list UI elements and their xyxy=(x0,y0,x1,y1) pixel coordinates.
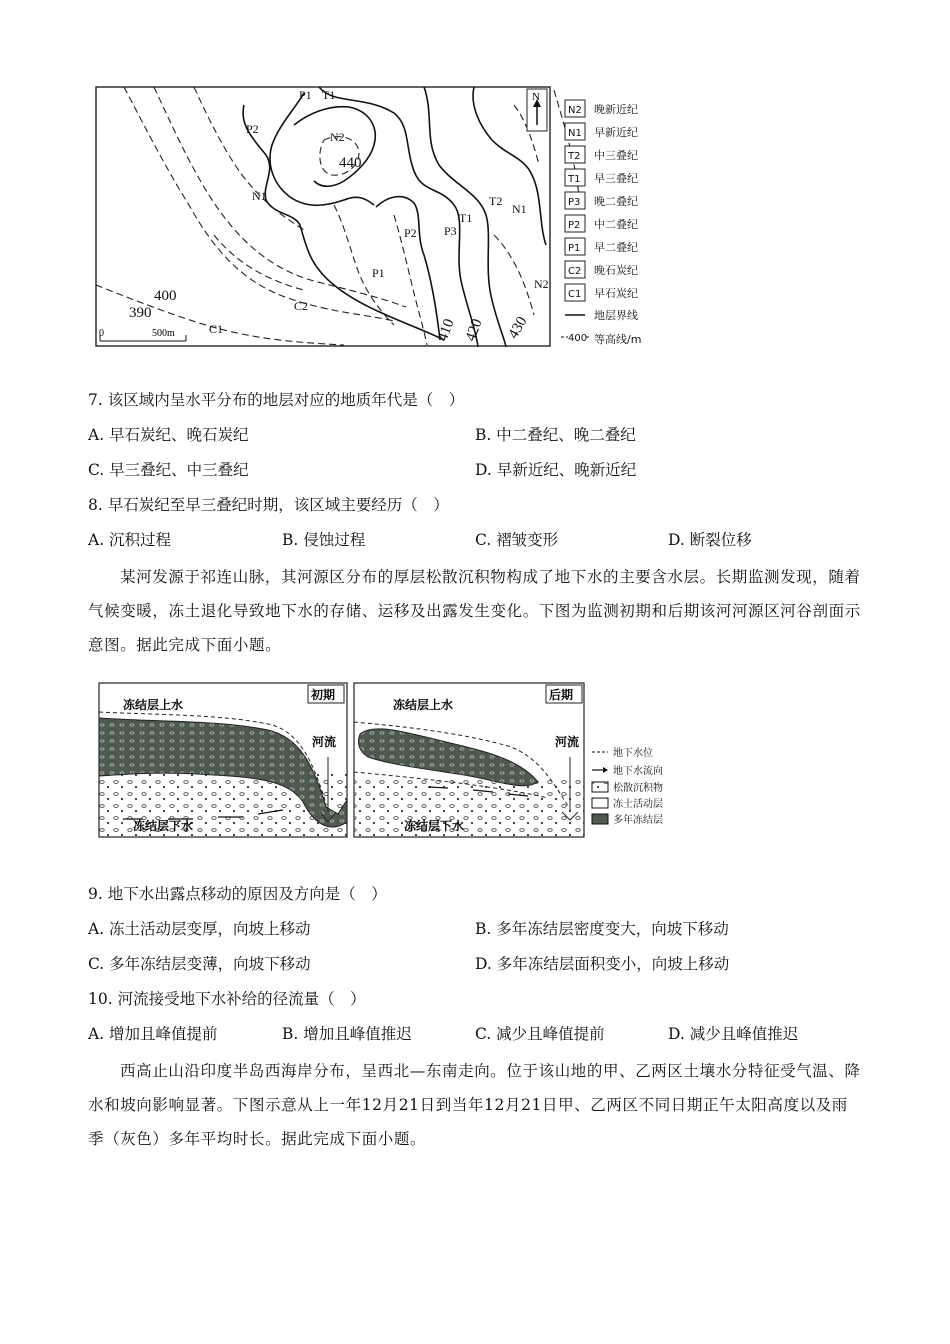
svg-text:400: 400 xyxy=(568,333,588,344)
q9-option-a[interactable]: A. 冻土活动层变厚，向坡上移动 xyxy=(88,920,311,938)
stratum-label: C2 xyxy=(294,299,309,313)
stratum-label: N1 xyxy=(252,189,267,203)
label-subpermafrost-water: 冻结层下水 xyxy=(133,819,194,833)
map-legend xyxy=(561,100,641,346)
svg-text:早石炭纪: 早石炭纪 xyxy=(594,287,638,300)
svg-text:早二叠纪: 早二叠纪 xyxy=(594,241,638,254)
svg-text:中三叠纪: 中三叠纪 xyxy=(594,149,638,162)
stratum-label: N2 xyxy=(534,277,549,291)
legend-item xyxy=(565,238,638,255)
label-suprapermafrost-water: 冻结层上水 xyxy=(393,698,454,712)
contour-label: 430 xyxy=(505,314,531,342)
svg-text:N2: N2 xyxy=(568,105,582,116)
legend-item xyxy=(565,192,638,209)
label-river: 河流 xyxy=(312,735,337,749)
svg-text:晚二叠纪: 晚二叠纪 xyxy=(594,195,638,208)
q10-option-d[interactable]: D. 减少且峰值推迟 xyxy=(668,1025,799,1043)
svg-text:T1: T1 xyxy=(568,174,581,185)
question-9-stem: 9. 地下水出露点移动的原因及方向是（ ） xyxy=(88,885,387,903)
scale-label-end: 500m xyxy=(152,328,175,339)
q8-option-c[interactable]: C. 褶皱变形 xyxy=(475,531,559,549)
svg-text:中二叠纪: 中二叠纪 xyxy=(594,218,638,231)
panel-tag: 初期 xyxy=(311,688,336,702)
svg-text:等高线/m: 等高线/m xyxy=(594,333,642,346)
q10-option-c[interactable]: C. 减少且峰值提前 xyxy=(475,1025,605,1043)
svg-text:T2: T2 xyxy=(568,151,581,162)
question-7-stem: 7. 该区域内呈水平分布的地层对应的地质年代是（ ） xyxy=(88,391,465,409)
stratum-label: P2 xyxy=(404,226,417,240)
svg-text:晚新近纪: 晚新近纪 xyxy=(594,103,638,116)
q7-option-d[interactable]: D. 早新近纪、晚新近纪 xyxy=(475,461,637,479)
contour-label: 390 xyxy=(129,305,152,321)
svg-text:P3: P3 xyxy=(568,197,581,208)
q7-option-a[interactable]: A. 早石炭纪、晚石炭纪 xyxy=(88,426,249,444)
passage-western-ghats: 西高止山沿印度半岛西海岸分布，呈西北—东南走向。位于该山地的甲、乙两区土壤水分特征受气温、降水和坡向影响显著。下图示意从上一年12月21日到当年12月21日甲、乙两区不同日期正午太阳高度以及雨季（灰色）多年平均时长。据此完成下面小题。 xyxy=(88,1062,861,1148)
contour-label: 440 xyxy=(339,155,362,171)
stratum-label: T2 xyxy=(489,194,503,208)
contour-label: 400 xyxy=(154,288,177,304)
q10-option-b[interactable]: B. 增加且峰值推迟 xyxy=(282,1025,412,1043)
svg-text:冻土活动层: 冻土活动层 xyxy=(613,799,663,810)
label-subpermafrost-water: 冻结层下水 xyxy=(404,819,465,833)
svg-text:P1: P1 xyxy=(568,243,581,254)
contour-label: 410 xyxy=(434,316,458,344)
panel-tag: 后期 xyxy=(549,688,574,702)
stratum-label: P1 xyxy=(372,266,385,280)
svg-text:P2: P2 xyxy=(568,220,581,231)
panel-early xyxy=(99,683,347,837)
contour-label: 420 xyxy=(462,316,486,344)
stratum-label: P1 xyxy=(299,88,312,102)
question-10-stem: 10. 河流接受地下水补给的径流量（ ） xyxy=(88,990,366,1008)
stratum-label: T1 xyxy=(322,88,336,102)
legend-item xyxy=(592,797,663,810)
legend-item xyxy=(592,781,663,794)
geologic-map-figure xyxy=(94,85,654,350)
north-arrow-icon xyxy=(527,89,547,131)
stratum-label: T1 xyxy=(459,211,473,225)
svg-text:地下水流向: 地下水流向 xyxy=(613,766,663,777)
panel-late xyxy=(354,683,584,837)
legend-item xyxy=(565,146,638,163)
svg-text:早新近纪: 早新近纪 xyxy=(594,126,638,139)
q7-option-c[interactable]: C. 早三叠纪、中三叠纪 xyxy=(88,461,249,479)
q8-option-b[interactable]: B. 侵蚀过程 xyxy=(282,531,366,549)
legend-item xyxy=(592,764,663,777)
label-suprapermafrost-water: 冻结层上水 xyxy=(123,698,184,712)
stratum-label: N1 xyxy=(512,202,527,216)
legend-item xyxy=(565,169,638,186)
legend-item xyxy=(592,813,663,826)
q7-option-b[interactable]: B. 中二叠纪、晚二叠纪 xyxy=(475,426,636,444)
legend-item xyxy=(565,123,638,140)
svg-text:地层界线: 地层界线 xyxy=(594,309,638,322)
stratum-label: P3 xyxy=(444,224,457,238)
passage-river-permafrost: 某河发源于祁连山脉，其河源区分布的厚层松散沉积物构成了地下水的主要含水层。长期监测发现，随着气候变暖，冻土退化导致地下水的存储、运移及出露发生变化。下图为监测初期和后期该河河源区河谷剖面示意图。据此完成下面小题。 xyxy=(88,568,861,654)
svg-text:松散沉积物: 松散沉积物 xyxy=(613,783,663,794)
question-8-stem: 8. 早石炭纪至早三叠纪时期，该区域主要经历（ ） xyxy=(88,496,449,514)
q10-option-a[interactable]: A. 增加且峰值提前 xyxy=(88,1025,218,1043)
legend-item xyxy=(565,215,638,232)
q9-option-b[interactable]: B. 多年冻结层密度变大，向坡下移动 xyxy=(475,920,729,938)
stratum-label: P2 xyxy=(246,122,259,136)
stratum-label: C1 xyxy=(209,322,224,336)
legend-item xyxy=(565,261,638,278)
svg-text:C1: C1 xyxy=(568,289,582,300)
legend-item xyxy=(592,746,653,759)
svg-text:C2: C2 xyxy=(568,266,582,277)
legend-item xyxy=(565,284,638,301)
valley-cross-section-figure xyxy=(98,682,668,842)
legend-item xyxy=(565,308,638,322)
legend-item xyxy=(565,100,638,117)
label-river: 河流 xyxy=(555,735,580,749)
q8-option-a[interactable]: A. 沉积过程 xyxy=(88,531,172,549)
north-label: N xyxy=(532,91,540,103)
scale-label-start: 0 xyxy=(99,328,104,339)
svg-text:早三叠纪: 早三叠纪 xyxy=(594,172,638,185)
q8-option-d[interactable]: D. 断裂位移 xyxy=(668,531,752,549)
section-legend xyxy=(592,746,663,826)
legend-item xyxy=(561,332,641,346)
svg-text:地下水位: 地下水位 xyxy=(613,748,653,759)
svg-text:晚石炭纪: 晚石炭纪 xyxy=(594,264,638,277)
svg-text:多年冻结层: 多年冻结层 xyxy=(613,815,663,826)
q9-option-c[interactable]: C. 多年冻结层变薄，向坡下移动 xyxy=(88,955,311,973)
q9-option-d[interactable]: D. 多年冻结层面积变小，向坡上移动 xyxy=(475,955,730,973)
svg-text:N1: N1 xyxy=(568,128,582,139)
stratum-label: N2 xyxy=(330,130,345,144)
